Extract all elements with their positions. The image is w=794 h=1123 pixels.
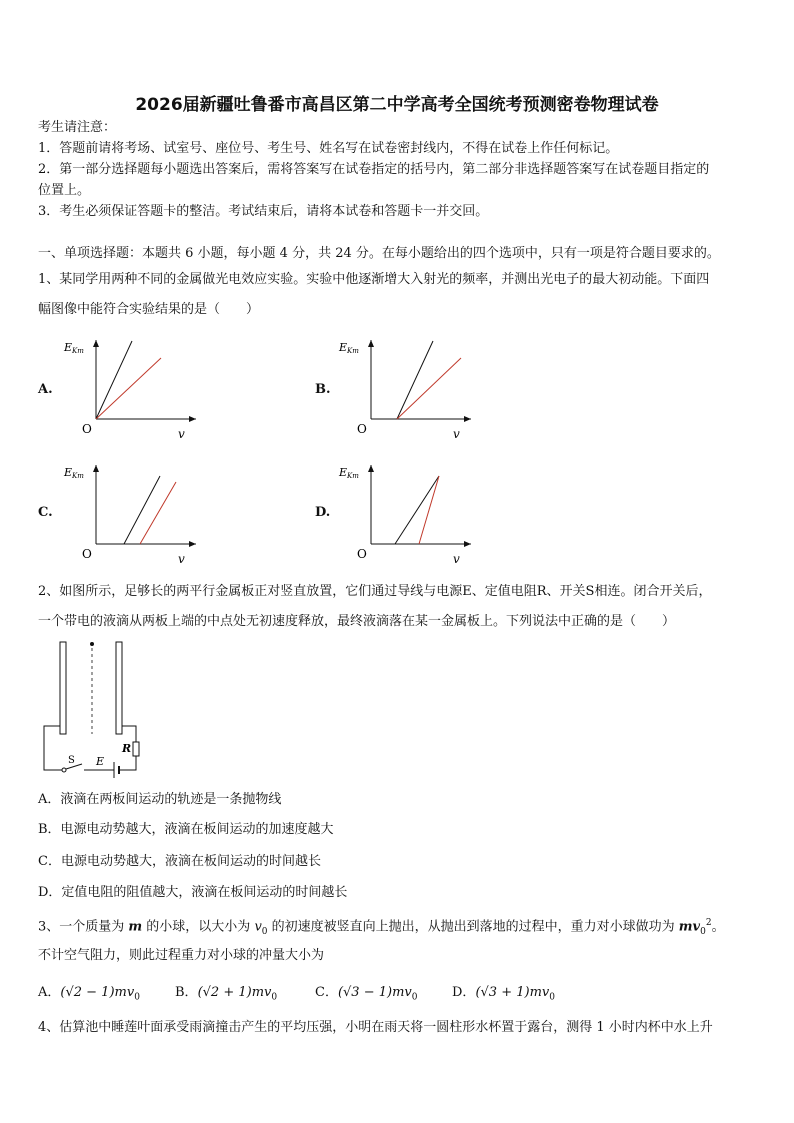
option-d-label[interactable]: D. bbox=[315, 505, 331, 520]
red-line bbox=[397, 358, 461, 419]
graph-c bbox=[60, 460, 200, 570]
y-label: EKm bbox=[64, 466, 84, 480]
black-line bbox=[124, 476, 160, 544]
notice-item: 2．第一部分选择题每小题选出答案后，需将答案写在试卷指定的括号内，第二部分非选择题答案写在试卷题目指定的 bbox=[38, 162, 710, 177]
graph-d bbox=[335, 460, 475, 570]
notice-item: 位置上。 bbox=[38, 183, 91, 198]
q3-mass-symbol: m bbox=[128, 919, 143, 935]
x-label: v bbox=[178, 427, 185, 441]
q3-v0-subscript: 0 bbox=[261, 926, 268, 937]
red-line bbox=[96, 358, 161, 419]
q3-option-a[interactable] bbox=[38, 983, 140, 1008]
switch-terminal bbox=[62, 768, 66, 772]
right-bottom-wire bbox=[119, 756, 136, 770]
switch-label: S bbox=[68, 755, 75, 766]
question-4-text: 4、估算池中睡莲叶面承受雨滴撞击产生的平均压强，小明在雨天将一圆柱形水杯置于露台，测得 1 小时内杯中水上升 bbox=[38, 1020, 713, 1035]
circuit-diagram bbox=[38, 638, 148, 778]
black-line bbox=[395, 476, 439, 544]
origin-label: O bbox=[82, 547, 92, 561]
q3-text-part: 。 bbox=[711, 919, 725, 935]
right-plate bbox=[116, 642, 122, 734]
q3-option-sub: 0 bbox=[411, 992, 418, 1003]
page-title: 2026届新疆吐鲁番市高昌区第二中学高考全国统考预测密卷物理试卷 bbox=[135, 95, 659, 115]
q2-option-b[interactable]: B．电源电动势越大，液滴在板间运动的加速度越大 bbox=[38, 822, 334, 837]
q3-option-label: B． bbox=[175, 985, 198, 1000]
origin-label: O bbox=[82, 422, 92, 436]
question-1-text: 1、某同学用两种不同的金属做光电效应实验。实验中他逐渐增大入射光的频率，并测出光电子的最大初动能。下面四 bbox=[38, 272, 710, 287]
left-plate bbox=[60, 642, 66, 734]
y-axis-arrow bbox=[93, 340, 99, 347]
black-line bbox=[397, 341, 433, 419]
y-label: EKm bbox=[339, 466, 359, 480]
question-3-text: 不计空气阻力，则此过程重力对小球的冲量大小为 bbox=[38, 948, 325, 963]
graph-b bbox=[335, 335, 475, 445]
x-axis-arrow bbox=[464, 541, 471, 547]
q3-text-part: 的小球，以大小为 bbox=[142, 919, 255, 935]
section-heading: 一、单项选择题：本题共 6 小题，每小题 4 分，共 24 分。在每小题给出的四个选项中，只有一项是符合题目要求的。 bbox=[38, 246, 720, 261]
red-line bbox=[419, 476, 439, 544]
y-axis-arrow bbox=[368, 340, 374, 347]
black-line bbox=[96, 341, 132, 419]
question-3-text bbox=[38, 913, 725, 942]
y-label: EKm bbox=[64, 341, 84, 355]
q3-option-d[interactable] bbox=[452, 983, 555, 1008]
option-a-label[interactable]: A. bbox=[38, 382, 53, 397]
q3-option-expr: (√2 − 1)mv bbox=[60, 985, 135, 1000]
x-label: v bbox=[453, 427, 460, 441]
q2-option-c[interactable]: C．电源电动势越大，液滴在板间运动的时间越长 bbox=[38, 854, 321, 869]
q3-work-subscript: 0 bbox=[700, 926, 706, 937]
x-axis-arrow bbox=[189, 541, 196, 547]
notice-item: 3．考生必须保证答题卡的整洁。考试结束后，请将本试卷和答题卡一并交回。 bbox=[38, 204, 489, 219]
x-label: v bbox=[178, 552, 185, 566]
q3-work-superscript: 2 bbox=[705, 918, 712, 928]
q3-option-label: D． bbox=[452, 985, 476, 1000]
origin-label: O bbox=[357, 547, 367, 561]
q3-option-sub: 0 bbox=[549, 992, 555, 1003]
question-1-text: 幅图像中能符合实验结果的是（ ） bbox=[38, 302, 260, 317]
option-c-label[interactable]: C. bbox=[38, 505, 53, 520]
q2-option-a[interactable]: A．液滴在两板间运动的轨迹是一条抛物线 bbox=[38, 792, 282, 807]
y-axis-arrow bbox=[368, 465, 374, 472]
q3-text-part: 3、一个质量为 bbox=[38, 919, 129, 935]
question-2-text: 2、如图所示，足够长的两平行金属板正对竖直放置，它们通过导线与电源E、定值电阻R、开关S相连。闭合开关后， bbox=[38, 584, 712, 599]
q3-option-expr: (√2 + 1)mv bbox=[197, 985, 272, 1000]
q3-option-label: A． bbox=[38, 985, 61, 1000]
q3-v0-symbol: v bbox=[254, 919, 262, 935]
q3-option-expr: (√3 + 1)mv bbox=[475, 985, 550, 1000]
q3-option-sub: 0 bbox=[271, 992, 278, 1003]
q3-option-sub: 0 bbox=[134, 992, 140, 1003]
option-b-label[interactable]: B. bbox=[315, 382, 331, 397]
right-wire bbox=[122, 726, 136, 742]
q3-work-expr: mv bbox=[678, 919, 701, 935]
x-label: v bbox=[453, 552, 460, 566]
red-line bbox=[140, 482, 176, 544]
x-axis-arrow bbox=[464, 416, 471, 422]
y-label: EKm bbox=[339, 341, 359, 355]
resistor-label: R bbox=[122, 742, 132, 755]
q3-text-part: 的初速度被竖直向上抛出，从抛出到落地的过程中，重力对小球做功为 bbox=[267, 919, 679, 935]
x-axis-arrow bbox=[189, 416, 196, 422]
notice-heading: 考生请注意： bbox=[38, 120, 117, 135]
left-wire bbox=[44, 726, 62, 770]
origin-label: O bbox=[357, 422, 367, 436]
question-2-text: 一个带电的液滴从两板上端的中点处无初速度释放，最终液滴落在某一金属板上。下列说法中正确的是（ ） bbox=[38, 614, 676, 629]
q3-option-b[interactable] bbox=[175, 983, 277, 1008]
graph-a bbox=[60, 335, 200, 445]
droplet bbox=[90, 642, 94, 646]
resistor bbox=[133, 742, 139, 756]
source-label: E bbox=[96, 755, 105, 768]
q3-option-expr: (√3 − 1)mv bbox=[337, 985, 412, 1000]
notice-item: 1．答题前请将考场、试室号、座位号、考生号、姓名写在试卷密封线内，不得在试卷上作任何标记。 bbox=[38, 141, 619, 156]
q3-option-c[interactable] bbox=[315, 983, 418, 1008]
q2-option-d[interactable]: D．定值电阻的阻值越大，液滴在板间运动的时间越长 bbox=[38, 885, 348, 900]
q3-option-label: C． bbox=[315, 985, 338, 1000]
y-axis-arrow bbox=[93, 465, 99, 472]
